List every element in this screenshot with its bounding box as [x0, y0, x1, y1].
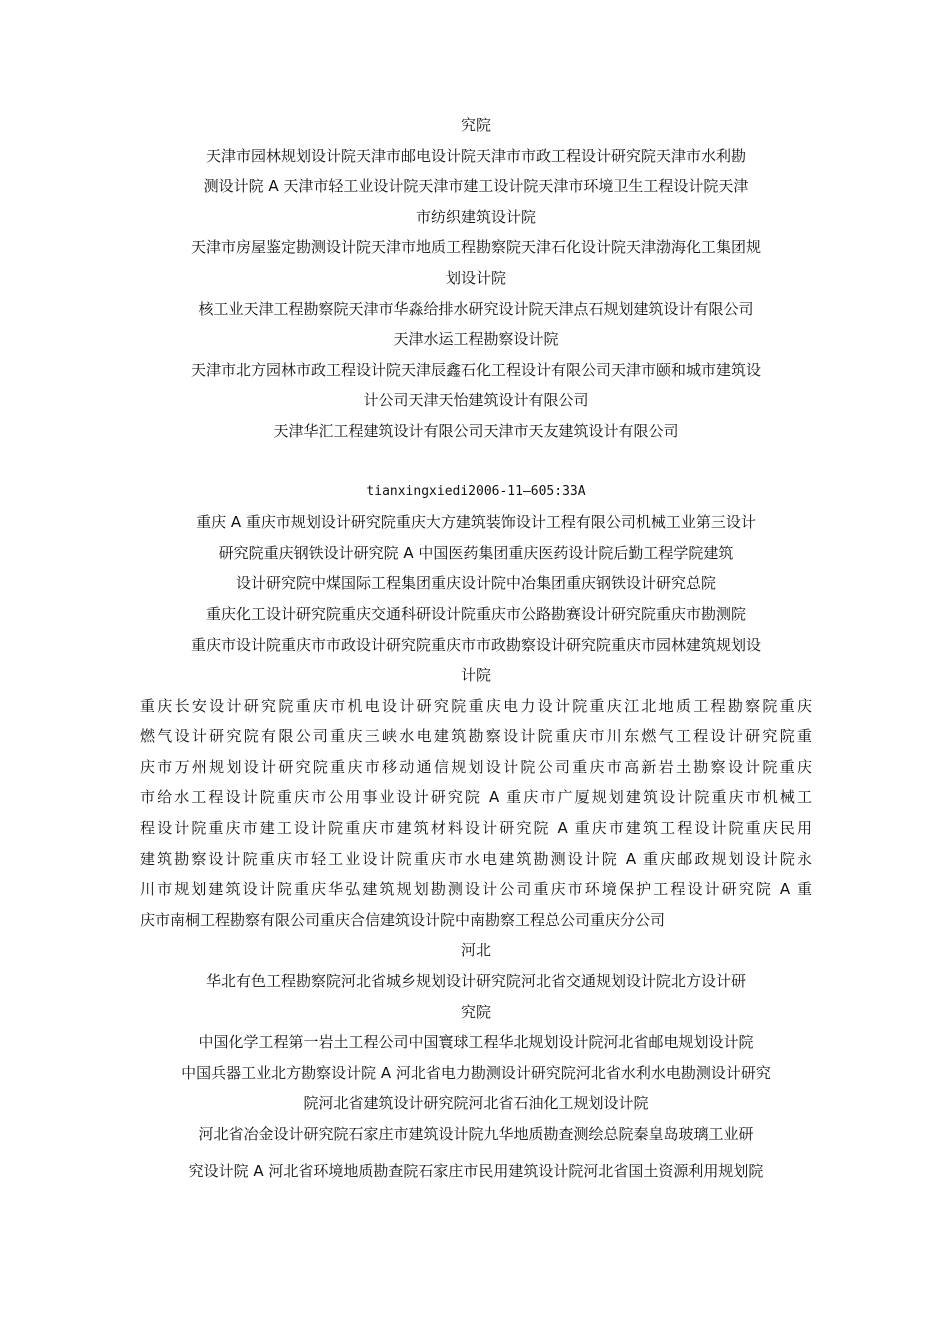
- chongqing-hebei-section: [140, 507, 812, 1149]
- timestamp-line: tianxingxiedi2006-11—605:33A: [366, 483, 586, 499]
- text-line: 华北有色工程勘察院河北省城乡规划设计研究院河北省交通规划设计院北方设计研: [205, 972, 746, 991]
- text-line: 重庆市设计院重庆市市政设计研究院重庆市市政勘察设计研究院重庆市园林建筑规划设: [190, 635, 761, 654]
- text-line: 研究院重庆钢铁设计研究院 A 中国医药集团重庆医药设计院后勤工程学院建筑: [218, 543, 734, 562]
- text-line: 中国化学工程第一岩土工程公司中国寰球工程华北规划设计院河北省邮电规划设计院: [198, 1033, 754, 1052]
- text-line: 天津市房屋鉴定勘测设计院天津市地质工程勘察院天津石化设计院天津渤海化工集团规: [190, 238, 761, 257]
- text-line: 庆市南桐工程勘察有限公司重庆合信建筑设计院中南勘察工程总公司重庆分公司: [140, 910, 666, 929]
- text-line: 庆市万州规划设计研究院重庆市移动通信规划设计院公司重庆市高新岩土勘察设计院重庆: [140, 757, 812, 776]
- text-line: 市纺织建筑设计院: [415, 207, 536, 226]
- text-line: 重庆化工设计研究院重庆交通科研设计院重庆市公路勘赛设计研究院重庆市勘测院: [205, 604, 746, 623]
- text-line: 中国兵器工业北方勘察设计院 A 河北省电力勘测设计研究院河北省水利水电勘测设计研究: [181, 1063, 771, 1082]
- text-line: 测设计院 A 天津市轻工业设计院天津市建工设计院天津市环境卫生工程设计院天津: [203, 177, 749, 196]
- section-spacer: [140, 447, 812, 477]
- text-line: 重庆长安设计研究院重庆市机电设计研究院重庆电力设计院重庆江北地质工程勘察院重庆: [140, 696, 812, 715]
- text-line: 究院: [460, 1002, 491, 1021]
- text-line: 院河北省建筑设计研究院河北省石油化工规划设计院: [303, 1094, 649, 1113]
- text-line: 建筑勘察设计院重庆市轻工业设计院重庆市水电建筑勘测设计院 A 重庆邮政规划设计院永: [140, 849, 812, 868]
- text-line: 川市规划建筑设计院重庆华弘建筑规划勘测设计公司重庆市环境保护工程设计研究院 A 重: [140, 880, 812, 899]
- text-line: 天津水运工程勘察设计院: [393, 330, 559, 349]
- text-line: 究院: [460, 116, 491, 134]
- text-line: 计公司天津天怡建筑设计有限公司: [363, 391, 589, 410]
- text-line: 天津市北方园林市政工程设计院天津辰鑫石化工程设计有限公司天津市颐和城市建筑设: [190, 360, 761, 379]
- text-line: 燃气设计研究院有限公司重庆三峡水电建筑勘察设计院重庆市川东燃气工程设计研究院重: [140, 727, 812, 746]
- document-page: [140, 110, 812, 1186]
- text-line: 河北: [460, 941, 491, 960]
- text-line: 核工业天津工程勘察院天津市华淼给排水研究设计院天津点石规划建筑设计有限公司: [198, 299, 754, 318]
- text-line: 究设计院 A 河北省环境地质勘查院石家庄市民用建筑设计院河北省国土资源利用规划院: [188, 1161, 764, 1180]
- text-line: 市给水工程设计院重庆市公用事业设计研究院 A 重庆市广厦规划建筑设计院重庆市机械工: [140, 788, 812, 807]
- hebei-continued-section: [140, 1156, 812, 1187]
- text-line: 划设计院: [445, 268, 506, 287]
- text-line: 程设计院重庆市建工设计院重庆市建筑材料设计研究院 A 重庆市建筑工程设计院重庆民用: [140, 819, 812, 838]
- text-line: 河北省冶金设计研究院石家庄市建筑设计院九华地质勘查测绘总院秦皇岛玻璃工业研: [198, 1125, 754, 1143]
- text-line: 天津华汇工程建筑设计有限公司天津市天友建筑设计有限公司: [273, 421, 679, 440]
- text-line: 天津市园林规划设计院天津市邮电设计院天津市市政工程设计研究院天津市水利勘: [205, 146, 746, 165]
- text-line: 重庆 A 重庆市规划设计研究院重庆大方建筑装饰设计工程有限公司机械工业第三设计: [196, 513, 756, 532]
- text-line: 设计研究院中煤国际工程集团重庆设计院中冶集团重庆钢铁设计研究总院: [235, 574, 716, 593]
- text-line: 计院: [460, 666, 491, 685]
- tianjin-section: [140, 110, 812, 447]
